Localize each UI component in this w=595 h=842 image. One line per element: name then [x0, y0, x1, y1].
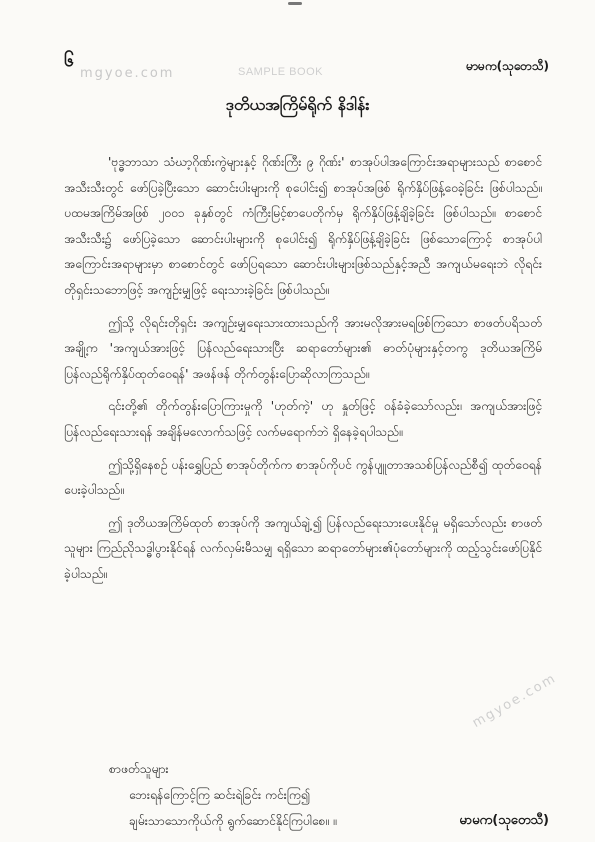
- closing-line: ဘေးရန်ကြောင့်ကြ ဆင်းရဲခြင်း ကင်းကြ၍: [129, 788, 310, 802]
- paragraph: ဤ ဒုတိယအကြိမ်ထုတ် စာအုပ်ကို အကျယ်ချဲ့၍ ပြန်လည်ရေးသားပေးနိုင်မှု မရှိသော်လည်း စာဖတ်သူများ ကြည်ညိုသဒ္ဓါပွားနိုင်ရန် လက်လှမ်းမီသမျှ ရရှိသော ဆရာတော်များ၏ပုံတော်များကို ထည့်သွင်းဖော်ပြနိုင်ခဲ့ပါသည်။: [64, 515, 542, 581]
- watermark-site-text: mgyoe.com: [80, 66, 175, 81]
- page-number: ၆: [64, 50, 75, 71]
- closing-line: ချမ်းသာသောကိုယ်ကို ရွက်ဆောင်နိုင်ကြပါစေ။ ။: [129, 814, 337, 828]
- closing-verse: [95, 756, 515, 834]
- page-top-mark: [288, 2, 302, 5]
- paragraph: ၎င်းတို့၏ တိုက်တွန်းပြောကြားမှုကို 'ဟုတ်ကဲ့' ဟု နှုတ်ဖြင့် ဝန်ခံခဲ့သော်လည်း၊ အကျယ်အားဖြင့် ပြန်လည်ရေးသားရန် အချိန်မလောက်သဖြင့် လက်မရောက်ဘဲ ရှိနေခဲ့ရပါသည်။: [64, 399, 542, 439]
- closing-label: စာဖတ်သူများ: [109, 762, 169, 776]
- paragraph: ဤသို့ လိုရင်းတိုရှင်း အကျဉ်းမျှရေးသားထားသည်ကို အားမလိုအားမရဖြစ်ကြသော စာဖတ်ပရိသတ်အချို့က 'အကျယ်အားဖြင့် ပြန်လည်ရေးသားပြီး ဆရာတော်များ၏ ဓာတ်ပုံများနှင့်တကွ ဒုတိယအကြိမ် ပြန်လည်ရိုက်နှိပ်ထုတ်ဝေရန်' အဖန်ဖန် တိုက်တွန်းပြောဆိုလာကြသည်။: [64, 315, 542, 381]
- paragraph: ဤသို့ရှိနေစဉ် ပန်းရွှေပြည် စာအုပ်တိုက်က စာအုပ်ကိုပင် ကွန်ပျူတာအသစ်ပြန်လည်စီ၍ ထုတ်ဝေရန် ပေးခဲ့ပါသည်။: [64, 457, 542, 498]
- body-text: [64, 150, 542, 595]
- watermark-site-text: mgyoe.com: [470, 670, 560, 731]
- chapter-title: ဒုတိယအကြိမ်ရိုက် နိဒါန်း: [225, 95, 370, 114]
- running-head-author: မာမက(သုတေသီ): [466, 59, 549, 73]
- author-signature: မာမက(သုတေသီ): [459, 813, 549, 828]
- paragraph: 'ဗုဒ္ဓဘာသာ သံဃာ့ဂိုဏ်းကွဲများနှင့် ဂိုဏ်းကြီး ၉ ဂိုဏ်း' စာအုပ်ပါအကြောင်းအရာများသည် စာစောင်အသီးသီးတွင် ဖော်ပြခဲ့ပြီးသော ဆောင်းပါးများကို စုပေါင်း၍ စာအုပ်အဖြစ် ရိုက်နှိပ်ဖြန့်ဝေခဲ့ခြင်း ဖြစ်ပါသည်။ ပထမအကြိမ်အဖြစ် ၂၀၀၁ ခုနှစ်တွင် ကံကြီးမြင့်စာပေတိုက်မှ ရိုက်နှိပ်ဖြန့်ချိခဲ့ခြင်း ဖြစ်ပါသည်။ စာစောင်အသီးသီး၌ ဖော်ပြခဲ့သော ဆောင်းပါးများကို စုပေါင်း၍ ရိုက်နှိပ်ဖြန့်ချိခဲ့ခြင်း ဖြစ်သောကြောင့် စာအုပ်ပါအကြောင်းအရာများမှာ စာစောင်တွင် ဖော်ပြရသော ဆောင်းပါးများဖြစ်သည်နှင့်အညီ အကျယ်မရေးဘဲ လိုရင်းတိုရှင်းသဘောဖြင့် အကျဉ်းမျှဖြင့် ရေးသားခဲ့ခြင်း ဖြစ်ပါသည်။: [64, 155, 542, 297]
- watermark-sample-text: SAMPLE BOOK: [238, 66, 323, 78]
